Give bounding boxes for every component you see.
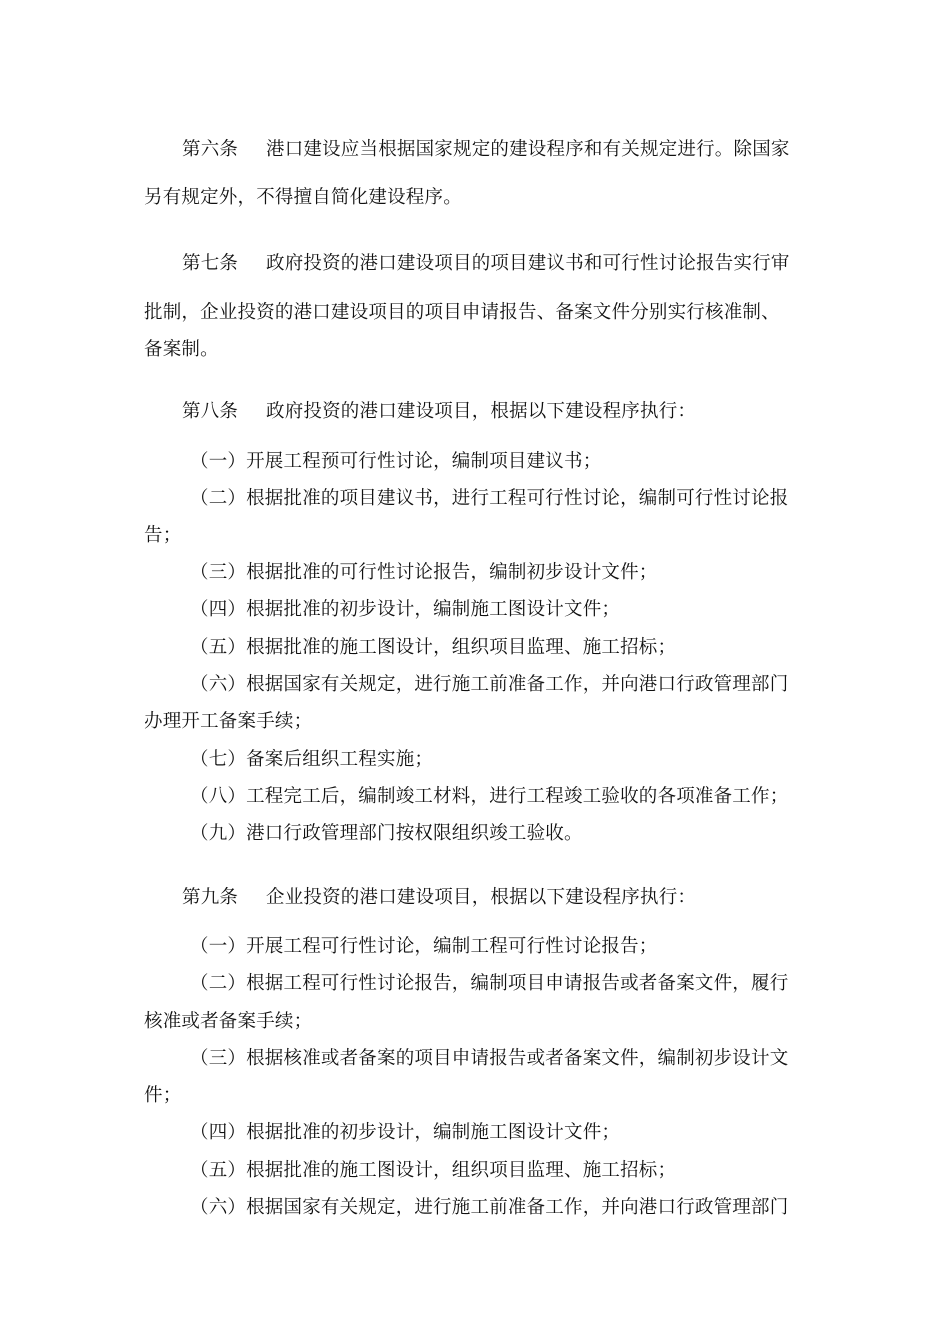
article-8-number: 第八条: [182, 401, 239, 422]
article-8-item-5: （五）根据批准的施工图设计，组织项目监理、施工招标；: [190, 637, 677, 658]
article-7-line-3: 备案制。: [144, 339, 219, 360]
article-8-item-3: （三）根据批准的可行性讨论报告，编制初步设计文件；: [190, 562, 658, 583]
article-7-line-1: [182, 252, 790, 276]
article-9-item-1: （一）开展工程可行性讨论，编制工程可行性讨论报告；: [190, 936, 658, 957]
article-6-line-2: 另有规定外，不得擅自简化建设程序。: [144, 187, 462, 208]
article-9-line-1: [182, 886, 696, 910]
article-8-text: 政府投资的港口建设项目，根据以下建设程序执行：: [266, 401, 697, 422]
article-8-item-2: （二）根据批准的项目建议书，进行工程可行性讨论，编制可行性讨论报: [190, 488, 789, 509]
article-8-line-1: [182, 400, 696, 424]
article-8-item-9: （九）港口行政管理部门按权限组织竣工验收。: [190, 823, 583, 844]
article-9-number: 第九条: [182, 887, 239, 908]
article-6-line-1: [182, 138, 790, 162]
article-8-item-6: （六）根据国家有关规定，进行施工前准备工作，并向港口行政管理部门: [190, 674, 789, 695]
article-9-item-2: （二）根据工程可行性讨论报告，编制项目申请报告或者备案文件，履行: [190, 973, 789, 994]
article-8-item-7: （七）备案后组织工程实施；: [190, 749, 434, 770]
article-9-item-5: （五）根据批准的施工图设计，组织项目监理、施工招标；: [190, 1160, 677, 1181]
article-9-item-6: （六）根据国家有关规定，进行施工前准备工作，并向港口行政管理部门: [190, 1197, 789, 1218]
article-9-item-3-cont: 件；: [144, 1085, 182, 1106]
article-9-text: 企业投资的港口建设项目，根据以下建设程序执行：: [266, 887, 697, 908]
article-8-item-1: （一）开展工程预可行性讨论，编制项目建议书；: [190, 451, 602, 472]
article-9-item-3: （三）根据核准或者备案的项目申请报告或者备案文件，编制初步设计文: [190, 1048, 789, 1069]
article-8-item-8: （八）工程完工后，编制竣工材料，进行工程竣工验收的各项准备工作；: [190, 786, 789, 807]
article-7-number: 第七条: [182, 253, 239, 274]
article-9-item-4: （四）根据批准的初步设计，编制施工图设计文件；: [190, 1122, 621, 1143]
article-6-text: 港口建设应当根据国家规定的建设程序和有关规定进行。除国家: [266, 139, 790, 160]
article-8-item-4: （四）根据批准的初步设计，编制施工图设计文件；: [190, 599, 621, 620]
article-9-item-2-cont: 核准或者备案手续；: [144, 1011, 313, 1032]
article-8-item-6-cont: 办理开工备案手续；: [144, 711, 313, 732]
article-7-text: 政府投资的港口建设项目的项目建议书和可行性讨论报告实行审: [266, 253, 790, 274]
article-8-item-2-cont: 告；: [144, 525, 182, 546]
article-6-number: 第六条: [182, 139, 239, 160]
article-7-line-2: 批制，企业投资的港口建设项目的项目申请报告、备案文件分别实行核准制、: [144, 302, 780, 323]
